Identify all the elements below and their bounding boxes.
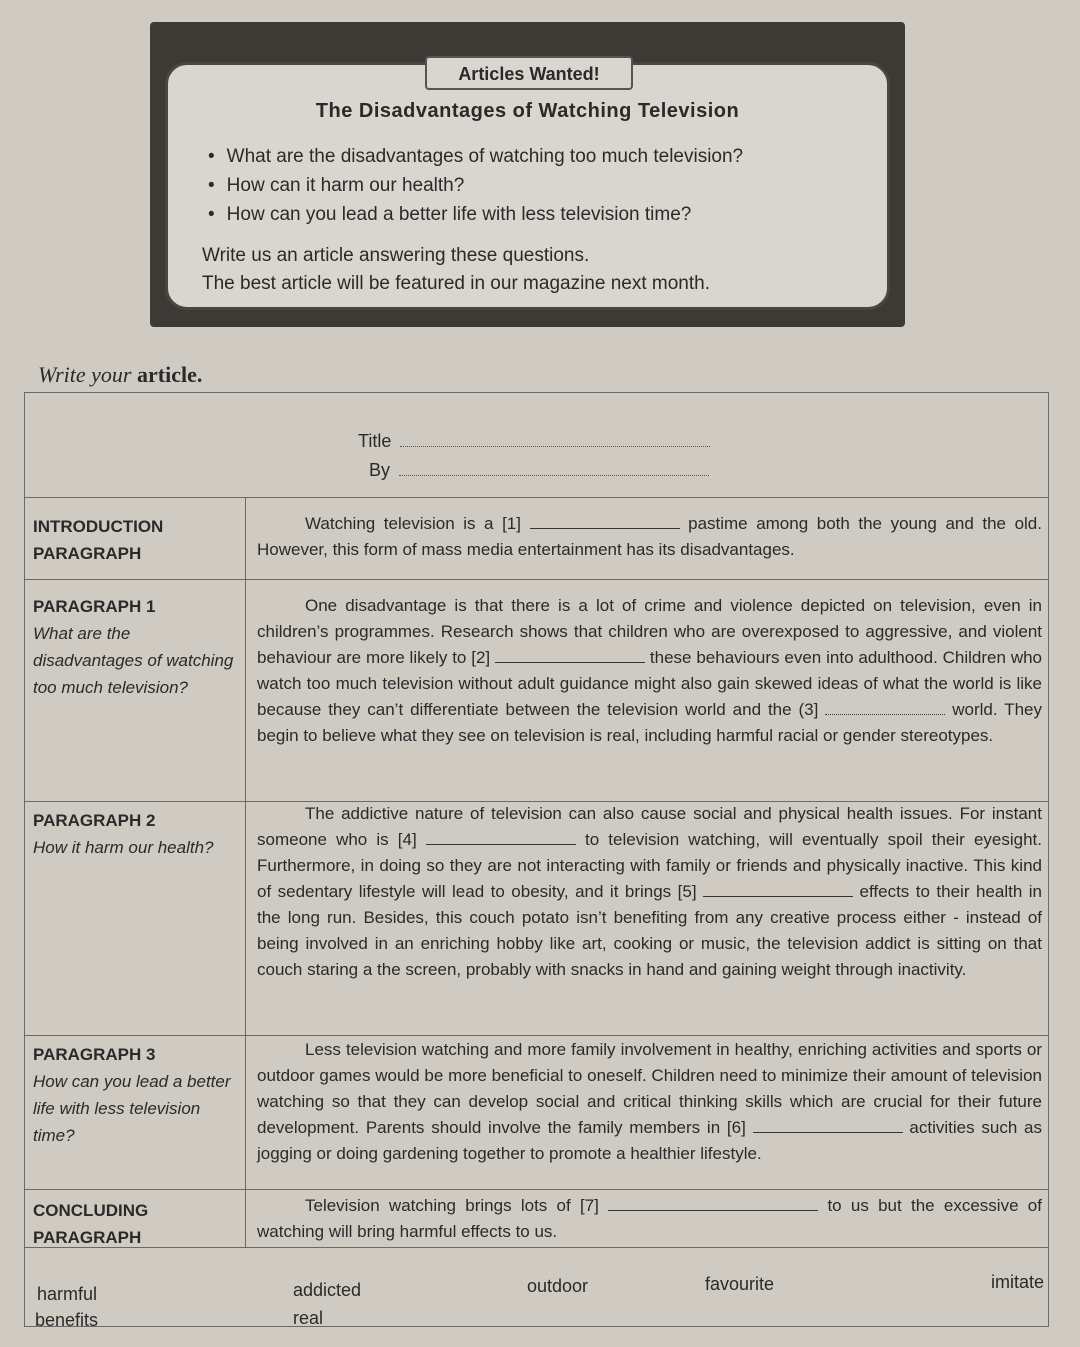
intro-label <box>33 513 233 567</box>
paragraph-2-text-2: to television watching, will eventually spoil their eyesight. Furthermore, in doing so they are not interacting with family or friends and physically inactive. This kind of sedentary lifestyle will lead to obesity, and it brings [5] <box>257 830 1042 901</box>
notice-question: • How can you lead a better life with less television time? <box>208 200 743 229</box>
concluding-text-2: to us but the excessive of watching will bring harmful effects to us. <box>257 1196 1042 1241</box>
paragraph-2-label <box>33 807 238 861</box>
paragraph-2-label-italic: How it harm our health? <box>33 838 214 857</box>
blank-6[interactable] <box>753 1117 903 1133</box>
paragraph-3-text-1: Less television watching and more family involvement in healthy, enriching activities and sports or outdoor games would be more beneficial to oneself. Children need to minimize their amount of television watching so that they can develop social and critical thinking skills which are crucial for their future development. Parents should involve the family members in [6] <box>257 1040 1042 1137</box>
intro-text <box>257 511 1042 563</box>
word-bank-item: imitate <box>991 1272 1045 1292</box>
notice-question: • How can it harm our health? <box>208 171 743 200</box>
blank-5[interactable] <box>703 881 853 897</box>
word-bank-item: outdoor <box>527 1276 589 1296</box>
row-divider <box>25 579 1048 580</box>
title-field[interactable] <box>358 431 710 452</box>
row-divider <box>25 1189 1048 1190</box>
by-label: By <box>369 460 391 480</box>
paragraph-3-text-2: activities such as jogging or doing gardening together to promote a healthier lifestyle. <box>257 1118 1042 1163</box>
article-table <box>24 392 1049 1330</box>
write-heading-bold: article. <box>137 362 203 387</box>
title-blank[interactable] <box>400 432 710 447</box>
by-blank[interactable] <box>399 461 709 476</box>
paragraph-1-text-3: world. They begin to believe what they see on television is real, including harmful racial or gender stereotypes. <box>257 700 1042 745</box>
paragraph-1-text <box>257 593 1042 749</box>
word-bank <box>25 1258 1048 1328</box>
notice-instruction-line: The best article will be featured in our magazine next month. <box>202 273 710 294</box>
word-bank-item: addicted <box>293 1280 362 1300</box>
paragraph-2-text <box>257 801 1042 983</box>
header-divider <box>25 497 1048 498</box>
row-divider <box>25 1035 1048 1036</box>
intro-label-text: INTRODUCTION PARAGRAPH <box>33 517 164 563</box>
concluding-label <box>33 1197 233 1251</box>
blank-3[interactable] <box>825 699 945 715</box>
word-bank-item: real <box>293 1308 324 1328</box>
paragraph-1-text-2: these behaviours even into adulthood. Children who watch too much television without adult guidance might also gain skewed ideas of what the world is like because they can’t differentiate between the television world and the (3] <box>257 648 1043 719</box>
word-bank-item: benefits <box>35 1310 99 1330</box>
paragraph-2-text-3: effects to their health in the long run. Besides, this couch potato isn’t benefiting from any creative process either - instead of being involved in an enriching hobby like art, cooking or music, the television addict is sitting on that couch staring a the screen, probably with snacks in hand and gaining weight through inactivity. <box>257 882 1042 979</box>
notice-question: • What are the disadvantages of watching too much television? <box>208 142 743 171</box>
paragraph-1-label <box>33 593 238 701</box>
paragraph-1-label-italic: What are the disadvantages of watching too much television? <box>33 624 234 697</box>
paragraph-3-label <box>33 1041 238 1149</box>
notice-tag: Articles Wanted! <box>425 56 633 90</box>
column-divider <box>245 497 246 1247</box>
blank-7[interactable] <box>608 1195 818 1211</box>
paragraph-2-text-1: The addictive nature of television can also cause social and physical health issues. For instant someone who is [4] <box>257 804 1042 849</box>
blank-4[interactable] <box>426 829 576 845</box>
write-heading-italic: Write your <box>38 362 132 387</box>
paragraph-3-text <box>257 1037 1042 1167</box>
blank-2[interactable] <box>495 647 645 663</box>
intro-text-1: Watching television is a [1] <box>305 514 521 533</box>
paragraph-3-label-bold: PARAGRAPH 3 <box>33 1045 156 1064</box>
by-field[interactable] <box>369 460 709 481</box>
concluding-text-1: Television watching brings lots of [7] <box>305 1196 599 1215</box>
word-bank-item: harmful <box>37 1284 98 1304</box>
concluding-label-text: CONCLUDING PARAGRAPH <box>33 1201 149 1247</box>
notice-question-list <box>208 142 743 229</box>
paragraph-3-label-italic: How can you lead a better life with less television time? <box>33 1072 231 1145</box>
notice-title: The Disadvantages of Watching Television <box>315 100 740 122</box>
paragraph-1-label-bold: PARAGRAPH 1 <box>33 597 156 616</box>
notice-instructions <box>202 242 710 298</box>
paragraph-2-label-bold: PARAGRAPH 2 <box>33 811 156 830</box>
notice-instruction-line: Write us an article answering these questions. <box>202 245 590 266</box>
paragraph-1-text-1: One disadvantage is that there is a lot of crime and violence depicted on television, even in children’s programmes. Research shows that children who are overexposed to aggressive, and violent behaviour are more likely to [2] <box>257 596 1042 667</box>
write-heading <box>38 362 202 388</box>
concluding-text <box>257 1193 1042 1245</box>
row-divider <box>25 1247 1048 1248</box>
blank-1[interactable] <box>530 513 680 529</box>
intro-text-2: pastime among both the young and the old. However, this form of mass media entertainment has its disadvantages. <box>257 514 1042 559</box>
word-bank-item: favourite <box>705 1274 775 1294</box>
title-label: Title <box>358 431 392 451</box>
